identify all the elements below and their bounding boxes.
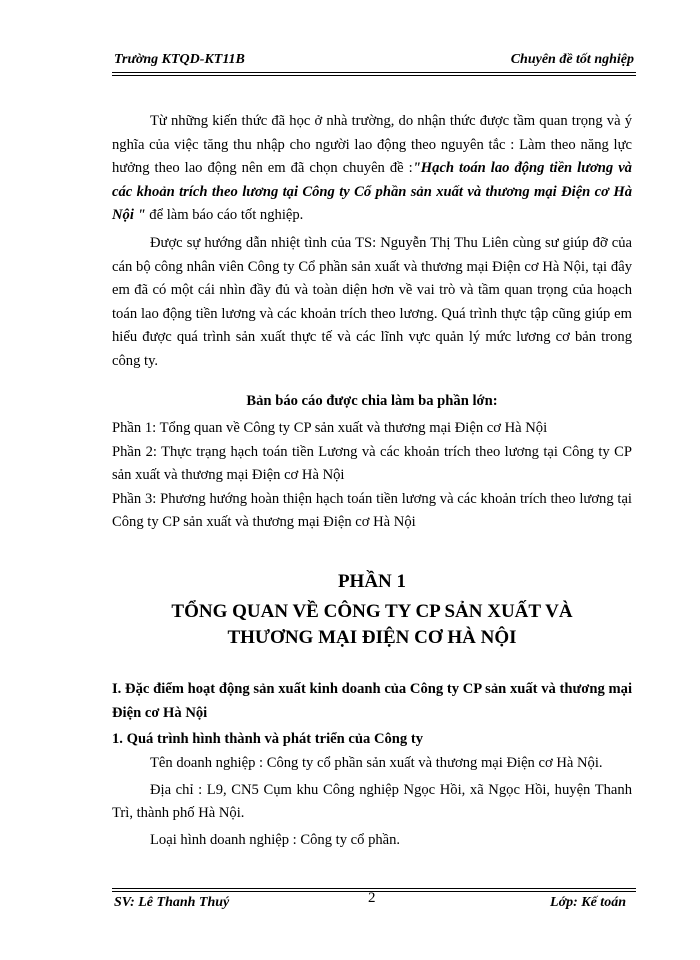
report-title-emphasis: "Hạch toán lao động tiền lương và các khoản trích theo lương tại Công ty Cổ phần sản xuất và thương mại Điện cơ Hà Nội " [112,160,632,224]
footer-rule [112,888,636,889]
header-title: Chuyên đề tốt nghiệp [510,52,634,67]
outline-heading: Bản báo cáo được chia làm ba phần lớn: [246,393,498,409]
outline-list [112,417,632,535]
chapter-label: PHẦN 1 [337,571,407,592]
intro-paragraph-2: Được sự hướng dẫn nhiệt tình của TS: Nguyễn Thị Thu Liên cùng sư giúp đỡ của cán bộ công nhân viên Công ty Cổ phần sản xuất và thương mại Điện cơ Hà Nội, tại đây em đã có một cái nhìn đầy đủ và toàn diện hơn về vai trò và tầm quan trọng của hoạch toán lao động tiền lương và các khoản trích theo lương. Quá trình thực tập cũng giúp em hiểu được quá trình sản xuất thực tế và các lĩnh vực quản lý mức lương cơ bản trong công ty. [112,234,632,369]
intro-p1-text: Từ những kiến thức đã học ở nhà trường, do nhận thức được tầm quan trọng và ý nghĩa của việc tăng thu nhập cho người lao động theo nguyên tắc : Làm theo năng lực hưởng theo lao động nên em đã chọn chuyên đề : [112,113,632,177]
outline-part-2: Phần 2: Thực trạng hạch toán tiền Lương và các khoản trích theo lương tại Công ty CP sản xuất và thương mại Điện cơ Hà Nội [112,443,632,484]
page-number: 2 [368,890,376,906]
footer-student: SV: Lê Thanh Thuý [114,895,230,910]
section-subheading: 1. Quá trình hình thành và phát triển của Công ty [112,731,423,747]
section-heading: I. Đặc điểm hoạt động sản xuất kinh doanh của Công ty CP sản xuất và thương mại Điện cơ Hà Nội [112,681,632,721]
footer-class: Lớp: Kế toán [550,895,626,910]
header-rule [112,72,636,73]
intro-paragraph-1 [112,110,632,228]
company-address-line: Địa chỉ : L9, CN5 Cụm khu Công nghiệp Ngọc Hồi, xã Ngọc Hồi, huyện Thanh Trì, thành phố Hà Nội. [112,781,632,822]
header-school: Trường KTQD-KT11B [114,52,245,67]
company-info [112,752,632,852]
intro-section [112,110,632,374]
company-name-line: Tên doanh nghiệp : Công ty cổ phần sản xuất và thương mại Điện cơ Hà Nội. [150,755,603,771]
header-rule-double [112,75,636,76]
outline-part-1: Phần 1: Tổng quan về Công ty CP sản xuất và thương mại Điện cơ Hà Nội [112,420,548,436]
chapter-title-line-2: THƯƠNG MẠI ĐIỆN CƠ HÀ NỘI [227,627,517,648]
company-type-line: Loại hình doanh nghiệp : Công ty cổ phần. [150,831,401,848]
chapter-title-line-1: TỔNG QUAN VỀ CÔNG TY CP SẢN XUẤT VÀ [171,601,573,622]
outline-part-3: Phần 3: Phương hướng hoàn thiện hạch toán tiền lương và các khoản trích theo lương tại Công ty CP sản xuất và thương mại Điện cơ Hà Nội [112,490,632,531]
intro-p1-end: để làm báo cáo tốt nghiệp. [145,207,304,224]
